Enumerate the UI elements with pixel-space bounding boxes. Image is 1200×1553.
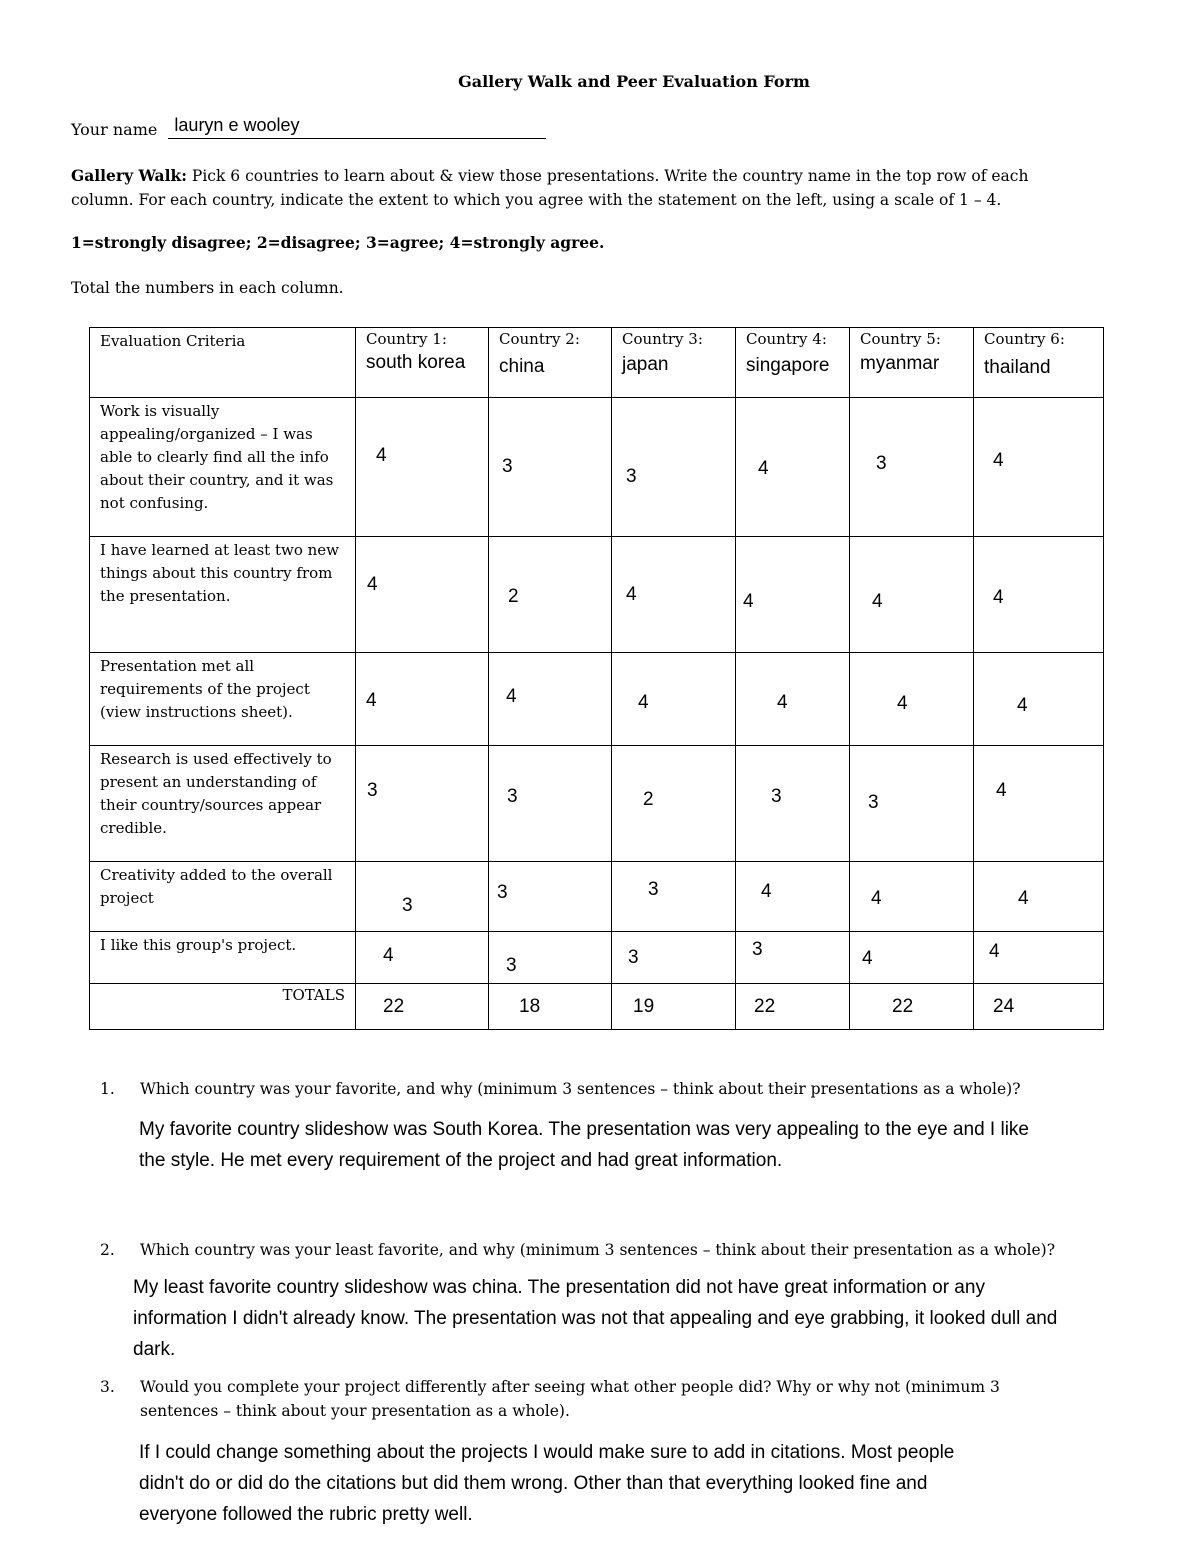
instructions-line-1: Pick 6 countries to learn about & view those presentations. Write the country name in the top row of each: [191, 167, 1029, 185]
score-cell[interactable]: [850, 862, 974, 932]
answer-1[interactable]: [139, 1114, 1029, 1176]
country-name[interactable]: singapore: [746, 355, 830, 376]
score-cell[interactable]: [850, 746, 974, 862]
score-value: 4: [758, 458, 769, 479]
total-value: 22: [383, 996, 405, 1017]
criterion-visual: Work is visually appealing/organized – I was able to clearly find all the info about their country, and it was not confusing.: [90, 398, 356, 537]
question-text: Which country was your favorite, and why (minimum 3 sentences – think about their presentations as a whole)?: [140, 1080, 1021, 1098]
total-cell[interactable]: [356, 984, 489, 1030]
totals-label: TOTALS: [90, 984, 356, 1030]
score-value: 3: [876, 453, 887, 474]
score-cell[interactable]: [974, 862, 1104, 932]
criteria-row-6: [90, 932, 1104, 984]
score-cell[interactable]: [736, 537, 850, 653]
score-cell[interactable]: [356, 653, 489, 746]
score-value: 3: [502, 456, 513, 477]
country-header-2[interactable]: [489, 328, 612, 398]
score-cell[interactable]: [612, 398, 736, 537]
score-cell[interactable]: [736, 862, 850, 932]
score-cell[interactable]: [850, 653, 974, 746]
total-value: 18: [519, 996, 541, 1017]
country-header-4[interactable]: [736, 328, 850, 398]
score-value: 4: [993, 450, 1004, 471]
instructions-line-2: column. For each country, indicate the extent to which you agree with the statement on the left, using a scale of 1 – 4.: [71, 191, 1002, 209]
answer-line: everyone followed the rubric pretty well.: [139, 1504, 473, 1525]
criteria-header: Evaluation Criteria: [90, 328, 356, 398]
country-name[interactable]: thailand: [984, 357, 1051, 378]
answer-line: If I could change something about the projects I would make sure to add in citations. Most people: [139, 1442, 955, 1463]
country-header-6[interactable]: [974, 328, 1104, 398]
score-cell[interactable]: [850, 398, 974, 537]
score-cell[interactable]: [736, 932, 850, 984]
score-value: 2: [508, 586, 519, 607]
score-cell[interactable]: [974, 653, 1104, 746]
question-text: Which country was your least favorite, and why (minimum 3 sentences – think about their presentation as a whole)?: [140, 1241, 1056, 1259]
score-cell[interactable]: [489, 932, 612, 984]
total-cell[interactable]: [612, 984, 736, 1030]
form-title: Gallery Walk and Peer Evaluation Form: [458, 72, 810, 91]
score-value: 3: [771, 786, 782, 807]
score-cell[interactable]: [974, 932, 1104, 984]
score-value: 3: [402, 895, 413, 916]
question-number: 1.: [100, 1080, 115, 1098]
score-cell[interactable]: [612, 537, 736, 653]
evaluation-table: [89, 327, 1104, 1030]
criterion-research: Research is used effectively to present an understanding of their country/sources appear credible.: [90, 746, 356, 862]
answer-line: information I didn't already know. The presentation was not that appealing and eye grabbing, it looked dull and: [133, 1308, 1058, 1329]
criteria-row-2: [90, 537, 1104, 653]
question-number: 3.: [100, 1378, 115, 1396]
question-number: 2.: [100, 1241, 115, 1259]
score-value: 3: [868, 792, 879, 813]
score-value: 4: [989, 941, 1000, 962]
instructions: [71, 164, 1111, 212]
total-cell[interactable]: [489, 984, 612, 1030]
score-cell[interactable]: [850, 537, 974, 653]
question-1: [100, 1077, 1021, 1101]
total-cell[interactable]: [736, 984, 850, 1030]
score-value: 4: [376, 445, 387, 466]
score-value: 4: [1017, 695, 1028, 716]
question-text-line: sentences – think about your presentation as a whole).: [140, 1402, 570, 1420]
score-cell[interactable]: [736, 746, 850, 862]
total-value: 22: [754, 996, 776, 1017]
country-name[interactable]: south korea: [366, 352, 466, 373]
criteria-row-4: [90, 746, 1104, 862]
score-value: 3: [506, 955, 517, 976]
country-header-3[interactable]: [612, 328, 736, 398]
rating-scale: 1=strongly disagree; 2=disagree; 3=agree; 4=strongly agree.: [71, 233, 605, 252]
score-cell[interactable]: [612, 862, 736, 932]
score-value: 3: [648, 879, 659, 900]
criterion-learned: I have learned at least two new things about this country from the presentation.: [90, 537, 356, 653]
header-row: [90, 328, 1104, 398]
score-value: 4: [761, 881, 772, 902]
score-cell[interactable]: [356, 537, 489, 653]
score-value: 4: [777, 692, 788, 713]
score-value: 3: [626, 466, 637, 487]
country-label: Country 1:: [366, 330, 447, 348]
score-value: 4: [367, 574, 378, 595]
question-text-line: Would you complete your project differently after seeing what other people did? Why or why not (minimum 3: [140, 1378, 1000, 1396]
score-cell[interactable]: [489, 537, 612, 653]
score-cell[interactable]: [489, 746, 612, 862]
question-3: [100, 1375, 1000, 1423]
score-cell[interactable]: [974, 537, 1104, 653]
totals-row: [90, 984, 1104, 1030]
criterion-requirements: Presentation met all requirements of the project (view instructions sheet).: [90, 653, 356, 746]
answer-3[interactable]: [139, 1437, 954, 1530]
total-value: 19: [633, 996, 655, 1017]
score-cell[interactable]: [612, 746, 736, 862]
country-label: Country 5:: [860, 330, 941, 348]
score-value: 4: [366, 690, 377, 711]
question-2: [100, 1238, 1055, 1262]
score-cell[interactable]: [736, 398, 850, 537]
score-cell[interactable]: [612, 932, 736, 984]
score-value: 4: [626, 584, 637, 605]
score-value: 4: [993, 587, 1004, 608]
score-value: 4: [638, 692, 649, 713]
score-value: 3: [507, 786, 518, 807]
score-cell[interactable]: [356, 398, 489, 537]
criteria-row-1: [90, 398, 1104, 537]
country-label: Country 6:: [984, 330, 1065, 348]
answer-line: the style. He met every requirement of the project and had great information.: [139, 1150, 783, 1171]
answer-line: My favorite country slideshow was South Korea. The presentation was very appealing to the eye and I like: [139, 1119, 1029, 1140]
score-value: 3: [628, 947, 639, 968]
country-header-5[interactable]: [850, 328, 974, 398]
score-value: 3: [367, 780, 378, 801]
total-value: 24: [993, 996, 1015, 1017]
criteria-row-3: [90, 653, 1104, 746]
score-cell[interactable]: [356, 746, 489, 862]
score-value: 3: [752, 939, 763, 960]
score-value: 4: [897, 693, 908, 714]
score-value: 4: [383, 945, 394, 966]
name-field[interactable]: [168, 115, 546, 139]
score-value: 2: [643, 789, 654, 810]
total-cell[interactable]: [850, 984, 974, 1030]
answer-2[interactable]: [133, 1272, 1057, 1365]
country-header-1[interactable]: [356, 328, 489, 398]
score-cell[interactable]: [736, 653, 850, 746]
name-value: lauryn e wooley: [174, 115, 300, 135]
total-note: Total the numbers in each column.: [71, 279, 344, 297]
score-value: 4: [506, 686, 517, 707]
name-label: Your name: [71, 120, 158, 139]
country-label: Country 4:: [746, 330, 827, 348]
score-cell[interactable]: [356, 932, 489, 984]
instructions-heading: Gallery Walk:: [71, 166, 187, 185]
country-name[interactable]: china: [499, 356, 545, 377]
country-name[interactable]: japan: [622, 354, 669, 375]
score-cell[interactable]: [489, 862, 612, 932]
total-cell[interactable]: [974, 984, 1104, 1030]
score-cell[interactable]: [489, 398, 612, 537]
criterion-like: I like this group's project.: [90, 932, 356, 984]
answer-line: didn't do or did do the citations but did them wrong. Other than that everything looked fine and: [139, 1473, 928, 1494]
score-value: 4: [862, 948, 873, 969]
country-label: Country 3:: [622, 330, 703, 348]
score-cell[interactable]: [489, 653, 612, 746]
country-name[interactable]: myanmar: [860, 353, 940, 374]
score-value: 4: [872, 591, 883, 612]
answer-line: dark.: [133, 1339, 176, 1360]
criteria-row-5: [90, 862, 1104, 932]
country-label: Country 2:: [499, 330, 580, 348]
score-cell[interactable]: [356, 862, 489, 932]
score-value: 4: [871, 888, 882, 909]
score-value: 3: [497, 882, 508, 903]
answer-line: My least favorite country slideshow was china. The presentation did not have great information or any: [133, 1277, 985, 1298]
question-text: [140, 1375, 1000, 1423]
total-value: 22: [892, 996, 914, 1017]
criterion-creativity: Creativity added to the overall project: [90, 862, 356, 932]
score-value: 4: [1018, 888, 1029, 909]
score-cell[interactable]: [974, 398, 1104, 537]
name-row: [71, 115, 546, 139]
score-value: 4: [996, 780, 1007, 801]
score-cell[interactable]: [850, 932, 974, 984]
score-cell[interactable]: [974, 746, 1104, 862]
score-cell[interactable]: [612, 653, 736, 746]
score-value: 4: [743, 591, 754, 612]
